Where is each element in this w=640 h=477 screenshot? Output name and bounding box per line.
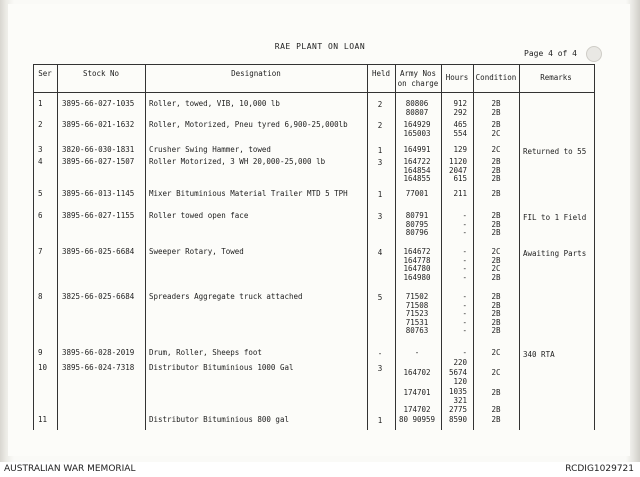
row-hours: 211 [453,189,467,198]
row-condition: 2B [491,272,501,282]
column-rule [145,64,146,430]
row-remarks: FIL to 1 Field [523,213,587,222]
row-condition: 2B [491,292,501,301]
row-army-no: 80763 [405,326,429,336]
row-ser: 3 [38,145,43,154]
column-rule [367,64,368,430]
row-army-no: 164929 [403,120,431,129]
row-army-no: 164702 [403,368,431,377]
row-condition: 2B [491,99,501,108]
row-army-no: 165003 [403,128,431,138]
row-hours: - [462,309,467,319]
row-condition: 2B [491,326,501,336]
row-condition: 2B [491,120,501,129]
row-hours: 220 [453,358,467,367]
column-rule [57,64,58,430]
row-held: 3 [377,364,383,373]
row-remarks: Awaiting Parts [523,249,587,258]
row-hours: - [462,292,467,301]
row-stock-no: 3895-66-028-2019 [62,348,135,357]
row-ser: 2 [38,120,43,129]
row-hours: - [462,272,467,282]
row-condition: 2C [491,348,501,357]
row-army-no: 77001 [405,189,429,198]
row-stock-no: 3895-66-027-1507 [62,157,135,166]
row-condition: 2B [491,174,501,184]
row-hours: - [462,348,467,357]
row-ser: 4 [38,157,43,166]
row-condition: 2B [491,309,501,319]
row-remarks: 340 RTA [523,350,555,359]
header-condition: Condition [475,73,517,82]
row-stock-no: 3820-66-030-1831 [62,145,135,154]
document-title: RAE PLANT ON LOAN [274,42,366,51]
row-hours: - [462,255,467,265]
row-army-no: 164854 [403,165,431,175]
row-army-no: 80791 [405,211,429,220]
row-hours: 8590 [448,415,467,424]
row-army-no: 80795 [405,219,429,229]
row-ser: 1 [38,99,43,108]
row-designation: Roller, Motorized, Pneu tyred 6,900-25,000lb [149,120,348,129]
row-held: 4 [377,248,383,257]
row-hours: 554 [453,128,467,138]
row-held: 2 [377,100,383,109]
row-hours: - [462,219,467,229]
row-army-no: 164722 [403,157,431,166]
row-remarks: Returned to 55 [523,147,587,156]
row-stock-no: 3895-66-027-1155 [62,211,135,220]
row-hours: - [462,317,467,327]
row-stock-no: 3895-66-013-1145 [62,189,135,198]
row-army-no: 80806 [405,99,429,108]
row-hours: - [462,228,467,238]
row-condition: 2B [491,107,501,117]
row-hours: 1120 [448,157,467,166]
row-condition: 2C [491,247,501,256]
row-condition: 2B [491,189,501,198]
row-hours: 1035 [448,387,467,396]
row-ser: 6 [38,211,43,220]
row-hours: 292 [453,107,467,117]
row-held: 2 [377,121,383,130]
header-designation: Designation [231,69,281,78]
column-rule [33,64,34,430]
row-hours: - [462,211,467,220]
row-designation: Crusher Swing Hammer, towed [149,145,271,154]
row-condition: 2B [491,211,501,220]
header-remarks: Remarks [540,73,572,82]
row-condition: 2B [491,255,501,265]
row-stock-no: 3825-66-025-6684 [62,292,135,301]
header-on-charge: on charge [397,79,439,88]
column-rule [441,64,442,430]
row-held: 1 [377,146,383,155]
row-army-no: 80 90959 [398,415,436,424]
row-ser: 10 [38,363,48,372]
row-condition: 2B [491,388,501,397]
row-army-no: 164991 [403,145,431,154]
row-army-no: 174701 [403,388,431,397]
row-condition: 2C [491,264,501,274]
row-army-no: 164780 [403,264,431,274]
row-army-no: 164855 [403,174,431,184]
row-condition: 2B [491,157,501,166]
page-number: Page 4 of 4 [524,49,577,58]
row-army-no: 71531 [405,317,429,327]
row-hours: 321 [453,396,467,405]
row-condition: 2B [491,165,501,175]
row-held: 1 [377,416,383,425]
row-designation: Roller Motorized, 3 WH 20,000-25,000 lb [149,157,326,166]
row-army-no: 164778 [403,255,431,265]
row-rule [33,92,594,93]
row-hours: 120 [453,377,467,386]
row-held: 5 [377,293,383,302]
header-ser: Ser [38,69,52,78]
footer-archive-name: AUSTRALIAN WAR MEMORIAL [4,464,136,474]
row-designation: Mixer Bituminious Material Trailer MTD 5 TPH [149,189,348,198]
row-ser: 8 [38,292,43,301]
column-rule [473,64,474,430]
row-designation: Roller towed open face [149,211,249,220]
row-hours: 465 [453,120,467,129]
row-hours: 5674 [448,368,467,377]
row-hours: - [462,300,467,310]
row-hours: - [462,326,467,336]
row-hours: 912 [453,99,467,108]
row-stock-no: 3895-66-021-1632 [62,120,135,129]
row-designation: Distributor Bituminious 1000 Gal [149,363,294,372]
row-held: - [377,349,383,358]
row-condition: 2B [491,405,501,414]
row-ser: 9 [38,348,43,357]
row-held: 1 [377,190,383,199]
row-hours: 2775 [448,405,467,414]
row-hours: 615 [453,174,467,184]
row-ser: 7 [38,247,43,256]
row-hours: - [462,264,467,274]
row-army-no: - [414,348,420,357]
row-stock-no: 3895-66-024-7318 [62,363,135,372]
row-rule [33,64,594,65]
row-held: 3 [377,212,383,221]
row-ser: 11 [38,415,48,424]
row-army-no: 164672 [403,247,431,256]
header-held: Held [371,69,391,78]
row-hours: 2047 [448,165,467,175]
row-hours: 129 [453,145,467,154]
row-condition: 2B [491,300,501,310]
row-designation: Drum, Roller, Sheeps foot [149,348,262,357]
row-stock-no: 3895-66-025-6684 [62,247,135,256]
row-condition: 2C [491,368,501,377]
row-ser: 5 [38,189,43,198]
header-hours: Hours [445,73,469,82]
row-condition: 2B [491,317,501,327]
row-hours: - [462,247,467,256]
row-held: 3 [377,158,383,167]
row-designation: Roller, towed, VIB, 10,000 lb [149,99,280,108]
row-army-no: 71508 [405,300,429,310]
column-rule [395,64,396,430]
header-army-nos: Army Nos [399,69,437,78]
row-stock-no: 3895-66-027-1035 [62,99,135,108]
row-condition: 2B [491,415,501,424]
column-rule [594,64,595,430]
header-stock-no: Stock No [82,69,120,78]
row-condition: 2C [491,145,501,154]
row-condition: 2B [491,219,501,229]
row-condition: 2C [491,128,501,138]
row-army-no: 71502 [405,292,429,301]
row-designation: Distributor Bituminious 800 gal [149,415,289,424]
row-army-no: 174702 [403,405,431,414]
column-rule [519,64,520,430]
row-army-no: 80796 [405,228,429,238]
row-condition: 2B [491,228,501,238]
footer-record-id: RCDIG1029721 [565,464,634,474]
row-designation: Sweeper Rotary, Towed [149,247,244,256]
row-designation: Spreaders Aggregate truck attached [149,292,303,301]
row-army-no: 164980 [403,272,431,282]
row-army-no: 80807 [405,107,429,117]
row-army-no: 71523 [405,309,429,319]
